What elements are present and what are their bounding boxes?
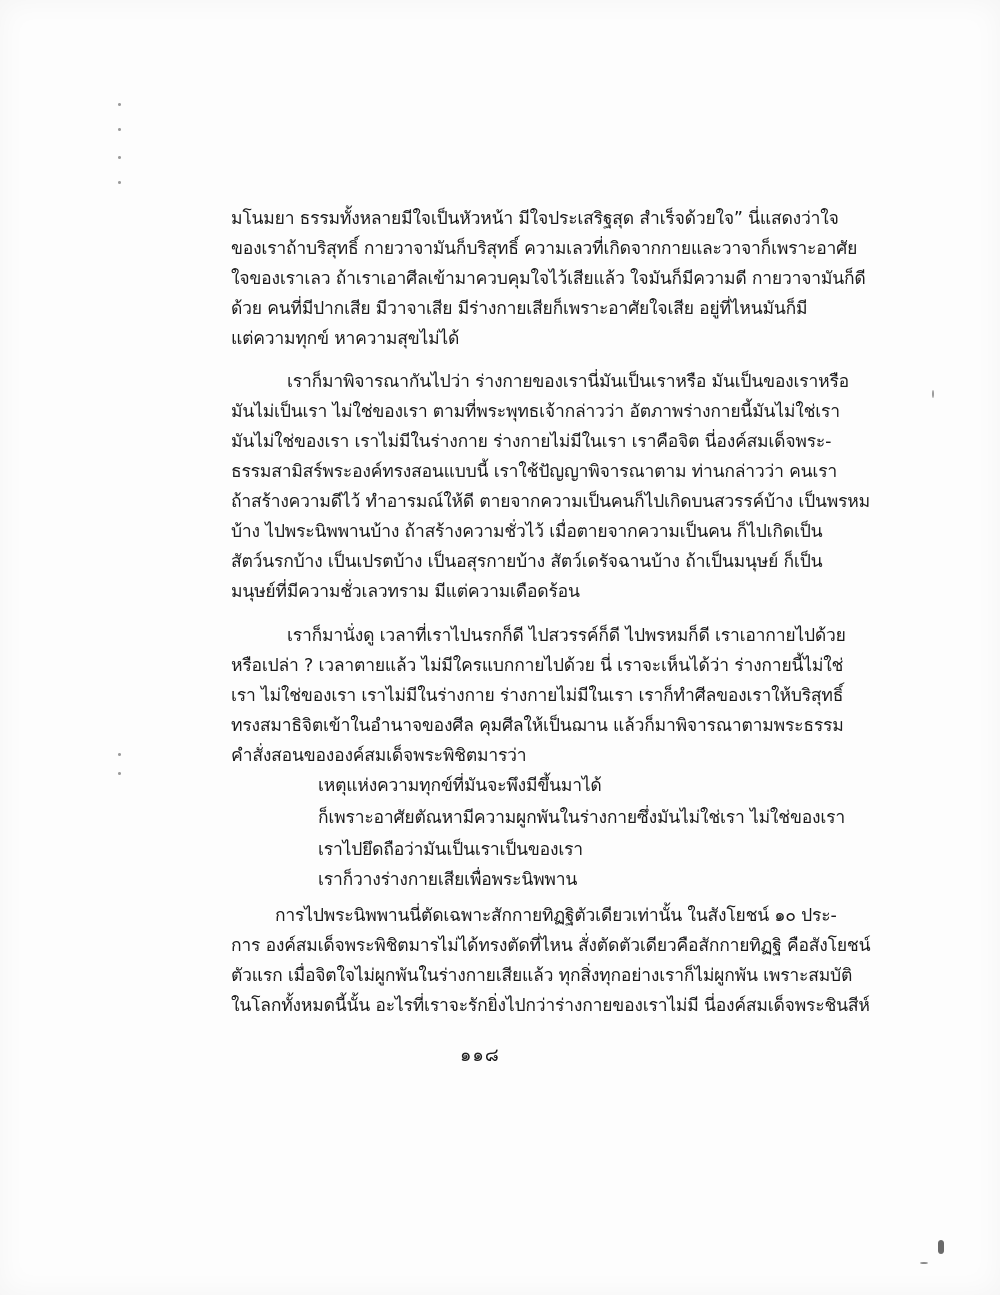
text-line: สัตว์นรกบ้าง เป็นเปรตบ้าง เป็นอสุรกายบ้าง สัตว์เดรัจฉานบ้าง ถ้าเป็นมนุษย์ ก็เป็น bbox=[231, 552, 823, 572]
scan-speck bbox=[920, 1262, 928, 1264]
text-line: ด้วย คนที่มีปากเสีย มีวาจาเสีย มีร่างกายเสียก็เพราะอาศัยใจเสีย อยู่ที่ไหนมันก็มี bbox=[231, 299, 808, 319]
scan-speck bbox=[118, 772, 121, 775]
text-line: แต่ความทุกข์ หาความสุขไม่ได้ bbox=[231, 329, 460, 349]
text-line: มโนมยา ธรรมทั้งหลายมีใจเป็นหัวหน้า มีใจประเสริฐสุด สำเร็จด้วยใจ” นี่แสดงว่าใจ bbox=[231, 209, 839, 229]
text-line: หรือเปล่า ? เวลาตายแล้ว ไม่มีใครแบกกายไปด้วย นี่ เราจะเห็นได้ว่า ร่างกายนี้ไม่ใช่ bbox=[231, 656, 844, 676]
scan-speck bbox=[118, 753, 121, 756]
text-line: บ้าง ไปพระนิพพานบ้าง ถ้าสร้างความชั่วไว้ เมื่อตายจากความเป็นคน ก็ไปเกิดเป็น bbox=[231, 522, 823, 542]
text-line: เราก็มานั่งดู เวลาที่เราไปนรกก็ดี ไปสวรรค์ก็ดี ไปพรหมก็ดี เราเอากายไปด้วย bbox=[287, 626, 846, 646]
text-line: มนุษย์ที่มีความชั่วเลวทราม มีแต่ความเดือดร้อน bbox=[231, 582, 580, 602]
text-line: เรา ไม่ใช่ของเรา เราไม่มีในร่างกาย ร่างกายไม่มีในเรา เราก็ทำศีลของเราให้บริสุทธิ์ bbox=[231, 686, 844, 706]
text-line: ในโลกทั้งหมดนี้นั้น อะไรที่เราจะรักยิ่งไปกว่าร่างกายของเราไม่มี นี่องค์สมเด็จพระชินสีห์ bbox=[231, 996, 870, 1016]
text-line: ถ้าสร้างความดีไว้ ทำอารมณ์ให้ดี ตายจากความเป็นคนก็ไปเกิดบนสวรรค์บ้าง เป็นพรหม bbox=[231, 492, 870, 512]
scan-speck bbox=[938, 1240, 944, 1254]
scan-speck bbox=[118, 181, 121, 184]
text-line: ทรงสมาธิจิตเข้าในอำนาจของศีล คุมศีลให้เป็นฌาน แล้วก็มาพิจารณาตามพระธรรม bbox=[231, 716, 844, 736]
text-line: ใจของเราเลว ถ้าเราเอาศีลเข้ามาควบคุมใจไว้เสียแล้ว ใจมันก็มีความดี กายวาจามันก็ดี bbox=[231, 269, 866, 289]
scan-speck bbox=[118, 156, 121, 159]
text-line: มันไม่เป็นเรา ไม่ใช่ของเรา ตามที่พระพุทธเจ้ากล่าวว่า อัตภาพร่างกายนี้มันไม่ใช่เรา bbox=[231, 402, 840, 422]
page-number: ๑๑๘ bbox=[460, 1045, 500, 1066]
text-line: ตัวแรก เมื่อจิตใจไม่ผูกพันในร่างกายเสียแล้ว ทุกสิ่งทุกอย่างเราก็ไม่ผูกพัน เพราะสมบัติ bbox=[231, 966, 853, 986]
text-line: มันไม่ใช่ของเรา เราไม่มีในร่างกาย ร่างกายไม่มีในเรา เราคือจิต นี่องค์สมเด็จพระ- bbox=[231, 432, 832, 452]
verse-line: เหตุแห่งความทุกข์ที่มันจะพึงมีขึ้นมาได้ bbox=[318, 776, 602, 796]
verse-line: ก็เพราะอาศัยตัณหามีความผูกพันในร่างกายซึ่งมันไม่ใช่เรา ไม่ใช่ของเรา bbox=[318, 808, 845, 828]
scan-speck bbox=[118, 103, 121, 106]
text-line: ธรรมสามิสร์พระองค์ทรงสอนแบบนี้ เราใช้ปัญญาพิจารณาตาม ท่านกล่าวว่า คนเรา bbox=[231, 462, 838, 482]
verse-line: เราก็วางร่างกายเสียเพื่อพระนิพพาน bbox=[318, 870, 578, 890]
verse-line: เราไปยึดถือว่ามันเป็นเราเป็นของเรา bbox=[318, 840, 583, 860]
scan-speck bbox=[932, 390, 934, 398]
text-line: เราก็มาพิจารณากันไปว่า ร่างกายของเรานี่มันเป็นเราหรือ มันเป็นของเราหรือ bbox=[287, 372, 849, 392]
scan-speck bbox=[118, 128, 121, 131]
text-line: การ องค์สมเด็จพระพิชิตมารไม่ได้ทรงตัดที่ไหน สั่งตัดตัวเดียวคือสักกายทิฏฐิ คือสังโยชน์ bbox=[231, 936, 871, 956]
text-line: คำสั่งสอนขององค์สมเด็จพระพิชิตมารว่า bbox=[231, 746, 527, 766]
text-line: ของเราถ้าบริสุทธิ์ กายวาจามันก็บริสุทธิ์ ความเลวที่เกิดจากกายและวาจาก็เพราะอาศัย bbox=[231, 239, 858, 259]
text-line: การไปพระนิพพานนี่ตัดเฉพาะสักกายทิฏฐิตัวเดียวเท่านั้น ในสังโยชน์ ๑๐ ประ- bbox=[275, 906, 837, 926]
